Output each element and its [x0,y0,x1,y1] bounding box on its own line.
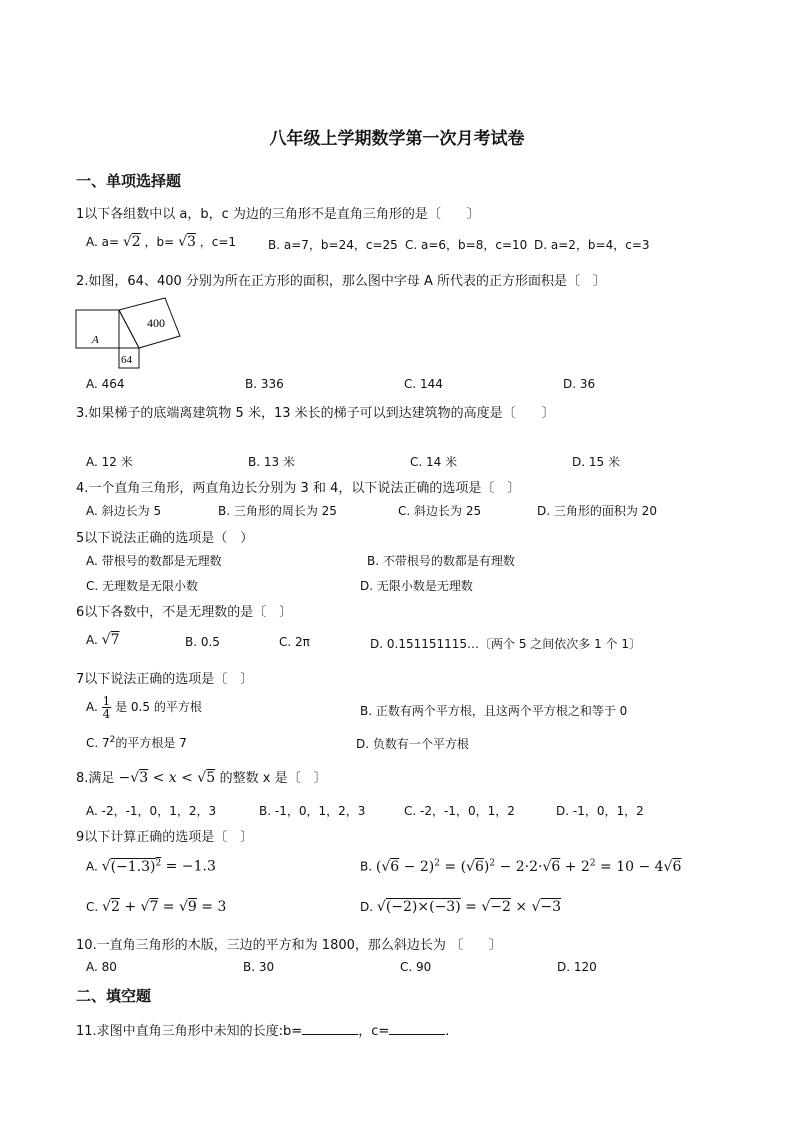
question-9-stem: 9以下计算正确的选项是〔 〕 [76,830,254,845]
expression-d: √(−2)×(−3) = √−2 × √−3 [376,899,562,915]
question-9-option-a: A. $√(-1.3)^2 = -1.3$ [86,858,216,875]
question-4-option-d: D. 三角形的面积为 20 [537,504,657,518]
question-2-figure [74,294,186,370]
question-10-option-b: B. 30 [243,960,275,974]
question-4-option-b: B. 三角形的周长为 25 [218,504,337,518]
question-5-option-d: D. 无限小数是无理数 [360,579,473,593]
question-6-stem: 6以下各数中，不是无理数的是〔 〕 [76,605,293,620]
question-10-option-c: C. 90 [400,960,432,974]
label-64: 64 [121,354,132,366]
question-2-option-c: C. 144 [404,377,443,391]
section-heading-fill-in: 二、填空题 [76,987,152,1005]
question-8-stem: 8.满足 −√3 < x < √5 的整数 x 是〔 〕 [76,770,327,786]
question-8-option-b: B. -1，0，1，2，3 [259,804,366,818]
question-5-stem: 5以下说法正确的选项是（ ） [76,531,254,546]
question-1-option-d: D. a=2，b=4，c=3 [534,238,650,252]
expression-c: √2 + √7 = √9 = 3 [102,899,227,915]
sqrt-2: √2 [122,234,141,250]
question-1-option-a: A. a= √2 ，b= √3 ，c=1 [86,234,237,250]
question-7-option-c: C. $7^2$的平方根是 7 [86,735,187,750]
question-3-option-a: A. 12 米 [86,455,133,469]
question-10-option-d: D. 120 [557,960,597,974]
inequality-expression: −√3 < x < √5 [118,770,216,786]
question-7-option-d: D. 负数有一个平方根 [356,737,469,751]
expression-a: $√(-1.3)^2 = -1.3$ [101,858,216,875]
question-1-option-c: C. a=6，b=8，c=10 [405,238,528,252]
question-8-option-c: C. -2，-1，0，1，2 [404,804,515,818]
question-7-option-a: A. $\frac{1}{4}$ 是 0.5 的平方根 [86,694,202,721]
question-8-option-d: D. -1，0，1，2 [556,804,644,818]
question-2-stem: 2.如图，64、400 分别为所在正方形的面积，那么图中字母 A 所代表的正方形面积是〔 〕 [76,274,607,289]
question-10-option-a: A. 80 [86,960,117,974]
question-6-option-b: B. 0.5 [185,635,220,649]
question-2-option-b: B. 336 [245,377,284,391]
question-7-stem: 7以下说法正确的选项是〔 〕 [76,672,254,687]
question-2-option-d: D. 36 [563,377,596,391]
question-5-option-a: A. 带根号的数都是无理数 [86,554,222,568]
question-9-option-d: D. √(−2)×(−3) = √−2 × √−3 [360,899,562,915]
question-5-option-b: B. 不带根号的数都是有理数 [367,554,515,568]
question-6-option-a: A. √7 [86,632,120,648]
question-1-stem: 1以下各组数中以 a，b，c 为边的三角形不是直角三角形的是〔 〕 [76,207,480,222]
question-5-option-c: C. 无理数是无限小数 [86,579,199,593]
label-a: A [92,334,99,346]
sqrt-7: √7 [101,632,120,648]
question-4-stem: 4.一个直角三角形，两直角边长分别为 3 和 4，以下说法正确的选项是〔 〕 [76,481,521,496]
fraction-one-quarter: $\frac{1}{4}$ [102,694,111,721]
question-3-stem: 3.如果梯子的底端离建筑物 5 米，13 米长的梯子可以到达建筑物的高度是〔 〕 [76,406,555,421]
answer-blank-b[interactable] [302,1022,358,1035]
question-10-stem: 10.一直角三角形的木版，三边的平方和为 1800，那么斜边长为 〔 〕 [76,938,503,953]
question-6-option-c: C. 2π [279,635,310,649]
question-11-stem: 11.求图中直角三角形中未知的长度:b= ，c= . [76,1024,450,1039]
question-2-option-a: A. 464 [86,377,125,391]
sqrt-3: √3 [178,234,196,250]
page-title: 八年级上学期数学第一次月考试卷 [269,129,525,149]
answer-blank-c[interactable] [389,1022,445,1035]
label-400: 400 [147,316,165,330]
question-6-option-d: D. 0.151151115…〔两个 5 之间依次多 1 个 1〕 [370,637,642,651]
question-7-option-b: B. 正数有两个平方根，且这两个平方根之和等于 0 [360,704,628,718]
expression-b: $(√6 - 2)^2 = (√6)^2 - 2\cdot 2\cdot√6 + 2^2 = 10 - 4√6$ [375,858,682,875]
question-3-option-c: C. 14 米 [410,455,458,469]
section-heading-choice: 一、单项选择题 [76,172,182,190]
question-1-option-b: B. a=7，b=24，c=25 [268,238,398,252]
question-4-option-c: C. 斜边长为 25 [398,504,482,518]
question-9-option-b: B. $(√6 - 2)^2 = (√6)^2 - 2\cdot 2\cdot√6 + 2^2 = 10 - 4√6$ [360,858,682,875]
question-3-option-b: B. 13 米 [248,455,295,469]
question-3-option-d: D. 15 米 [572,455,620,469]
question-4-option-a: A. 斜边长为 5 [86,504,162,518]
question-8-option-a: A. -2，-1，0，1，2，3 [86,804,217,818]
question-9-option-c: C. √2 + √7 = √9 = 3 [86,899,227,915]
